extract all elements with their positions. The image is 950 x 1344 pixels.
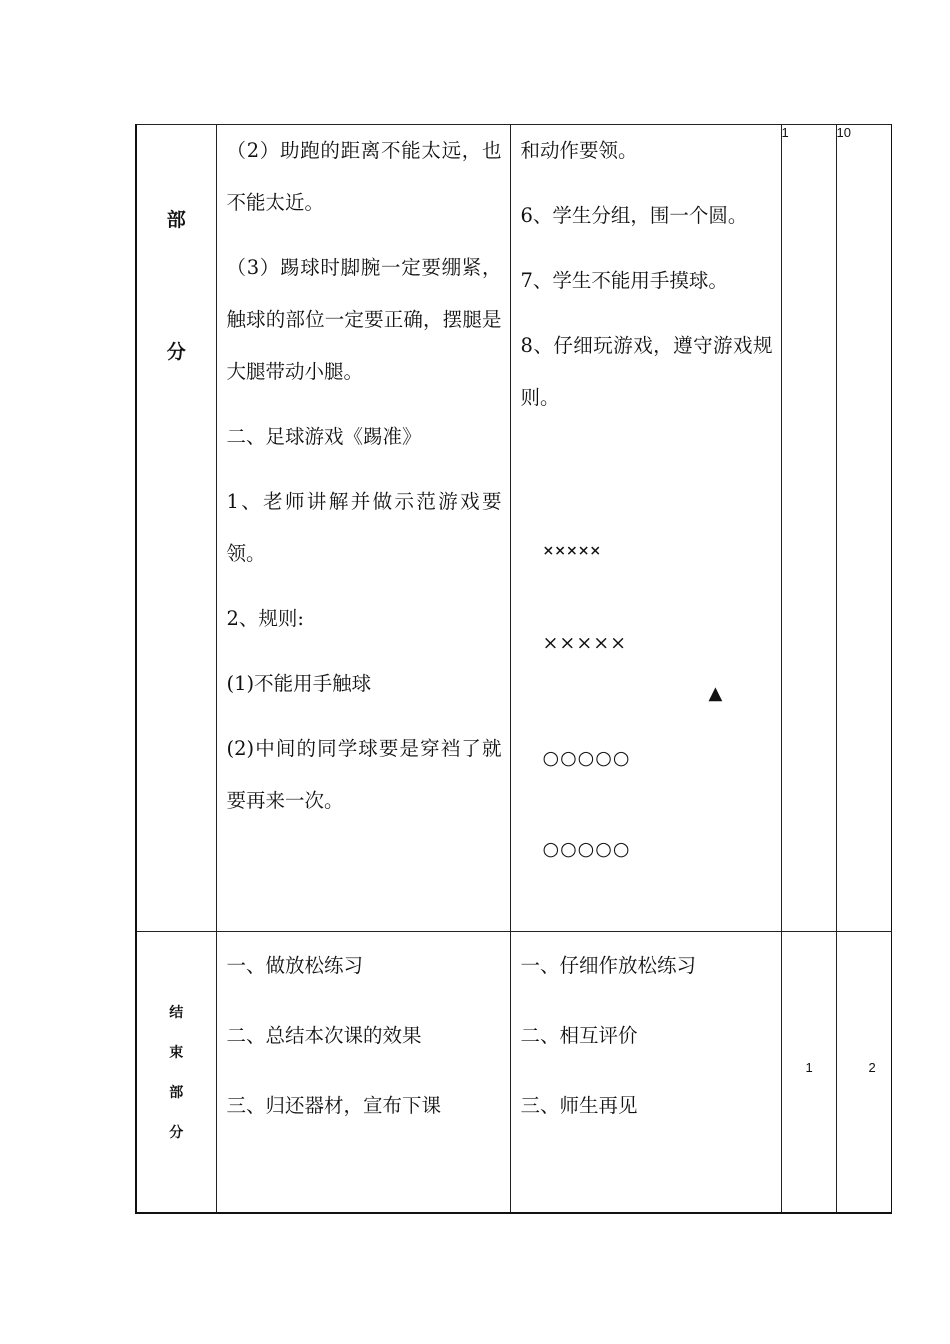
duration-cell: 10 [836, 125, 891, 932]
section-label-char: 束 [169, 1045, 184, 1061]
student-paragraph: 6、学生分组，围一个圆。 [520, 204, 748, 227]
student-paragraph: 7、学生不能用手摸球。 [520, 269, 728, 292]
teacher-content-cell [216, 125, 510, 932]
student-paragraph: 和动作要领。 [520, 139, 638, 162]
section-label-char: 分 [169, 1125, 184, 1141]
section-label-char: 部 [169, 1085, 184, 1101]
formation-row-circles: ○○○○○ [542, 838, 631, 860]
formation-row-crosses-small: ××××× [542, 543, 602, 559]
student-paragraph: 一、仔细作放松练习 [520, 954, 697, 977]
student-paragraph: 二、相互评价 [520, 1024, 638, 1047]
teacher-triangle-icon: ▲ [708, 683, 723, 704]
content-paragraph: （3）踢球时脚腕一定要绷紧，触球的部位一定要正确，摆腿是大腿带动小腿。 [226, 256, 502, 383]
formation-row-crosses: ××××× [542, 632, 628, 654]
content-paragraph: （2）助跑的距离不能太远，也不能太近。 [226, 139, 502, 214]
table-row [136, 932, 891, 1214]
section-label-char: 分 [166, 341, 186, 363]
formation-row-circles: ○○○○○ [542, 747, 631, 769]
content-paragraph: (1)不能用手触球 [226, 672, 372, 695]
student-paragraph: 三、师生再见 [520, 1094, 638, 1117]
duration-value: 2 [868, 1060, 876, 1075]
student-paragraph: 8、仔细玩游戏，遵守游戏规则。 [520, 334, 773, 409]
count-value: 1 [805, 1060, 813, 1075]
content-paragraph: 二、足球游戏《踢准》 [226, 425, 422, 448]
count-cell [781, 932, 836, 1214]
content-paragraph: 2、规则: [226, 607, 304, 630]
content-paragraph: 三、归还器材，宣布下课 [226, 1094, 442, 1117]
content-paragraph: 二、总结本次课的效果 [226, 1024, 422, 1047]
teacher-content-cell [216, 932, 510, 1214]
section-label-cell [136, 932, 216, 1214]
section-label-cell [136, 125, 216, 932]
table-row [136, 125, 891, 932]
count-cell: 1 [781, 125, 836, 932]
lesson-plan-table [135, 124, 892, 1214]
duration-cell [836, 932, 891, 1214]
student-activity-cell [510, 125, 781, 932]
student-activity-cell [510, 932, 781, 1214]
content-paragraph: 1、老师讲解并做示范游戏要领。 [226, 490, 502, 565]
content-paragraph: (2)中间的同学球要是穿裆了就要再来一次。 [226, 737, 502, 812]
section-label-char: 部 [166, 209, 186, 231]
section-label-char: 结 [169, 1005, 184, 1021]
content-paragraph: 一、做放松练习 [226, 954, 364, 977]
